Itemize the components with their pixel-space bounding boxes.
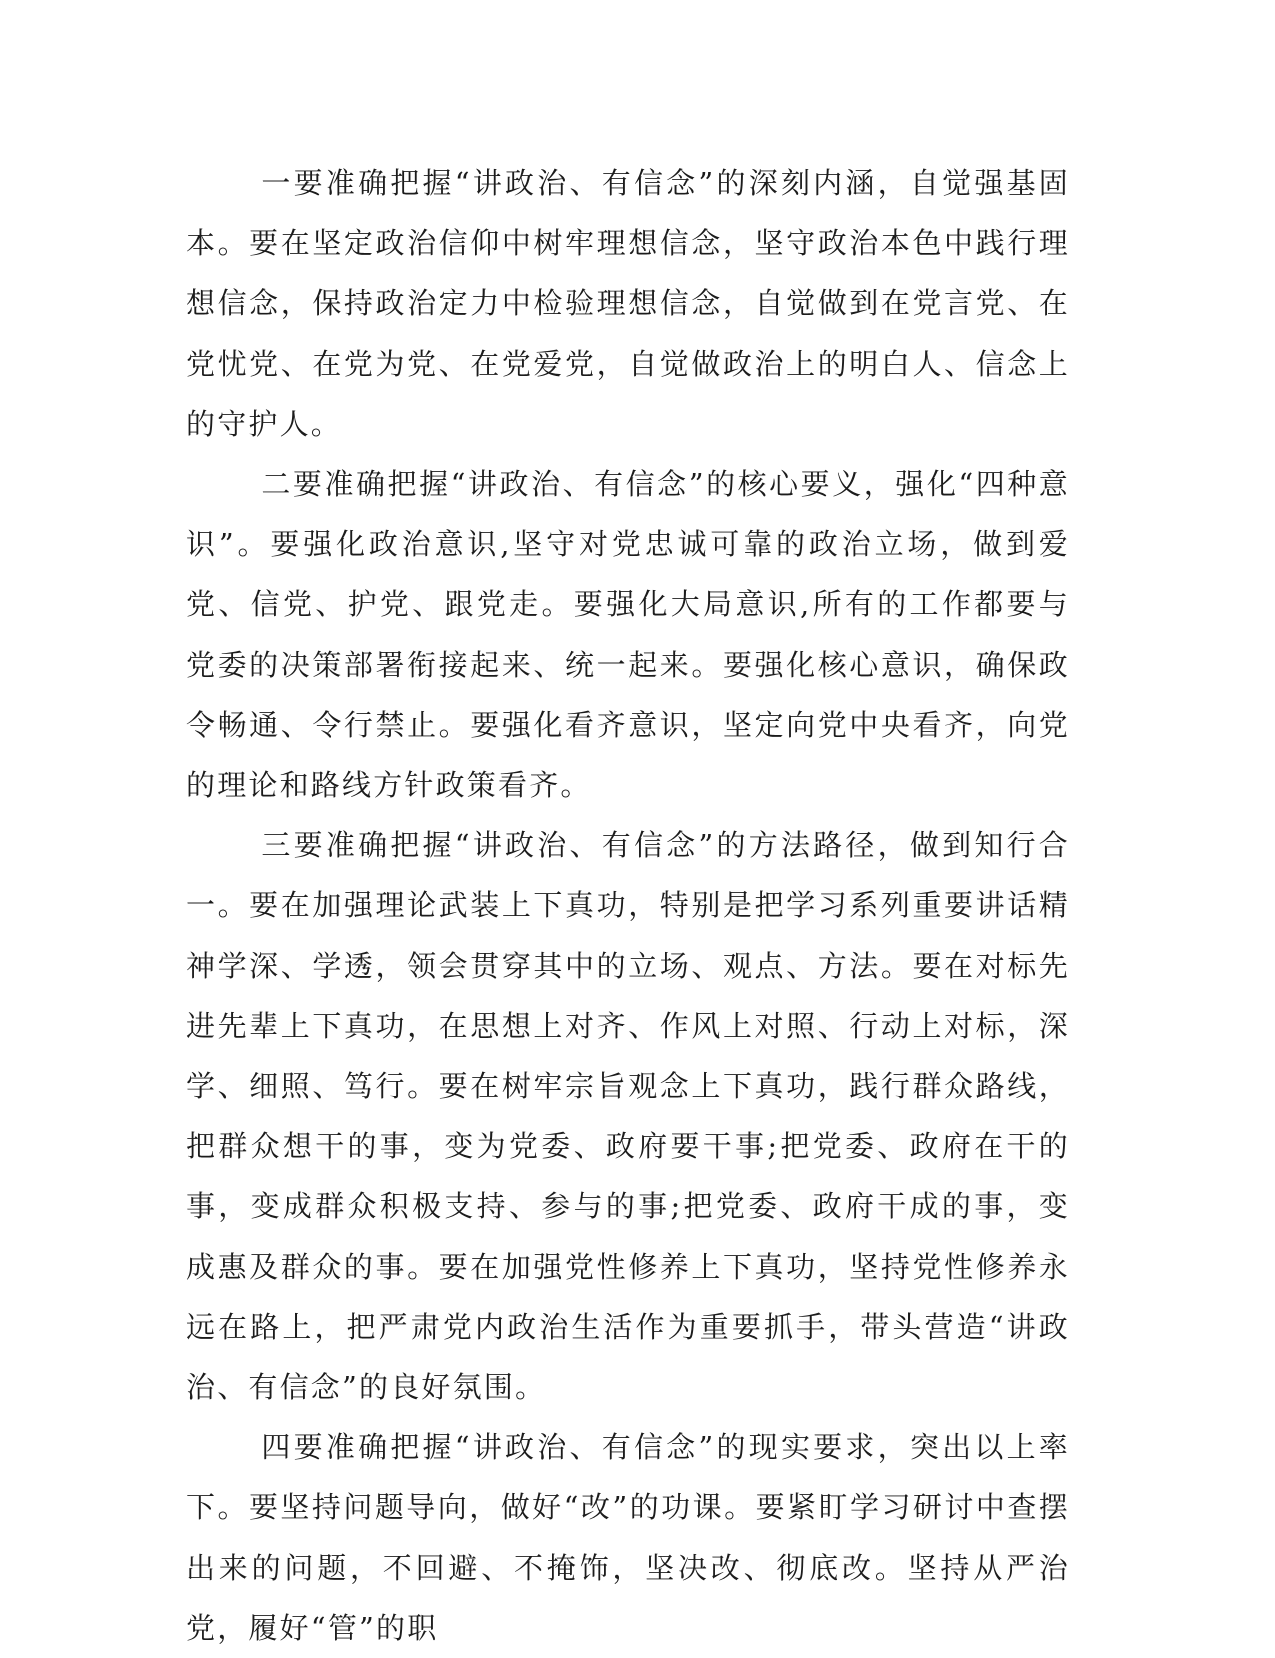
document-body <box>186 153 1070 1658</box>
paragraph-2: 二要准确把握“讲政治、有信念”的核心要义，强化“四种意识”。要强化政治意识,坚守对党忠诚可靠的政治立场，做到爱党、信党、护党、跟党走。要强化大局意识,所有的工作都要与党委的决策部署衔接起来、统一起来。要强化核心意识，确保政令畅通、令行禁止。要强化看齐意识，坚定向党中央看齐，向党的理论和路线方针政策看齐。 <box>186 467 1070 803</box>
paragraph-4: 四要准确把握“讲政治、有信念”的现实要求，突出以上率下。要坚持问题导向，做好“改”的功课。要紧盯学习研讨中查摆出来的问题，不回避、不掩饰，坚决改、彻底改。坚持从严治党，履好“管”的职 <box>186 1430 1070 1645</box>
paragraph-1: 一要准确把握“讲政治、有信念”的深刻内涵，自觉强基固本。要在坚定政治信仰中树牢理想信念，坚守政治本色中践行理想信念，保持政治定力中检验理想信念，自觉做到在党言党、在党忧党、在党为党、在党爱党，自觉做政治上的明白人、信念上的守护人。 <box>186 166 1070 441</box>
paragraph-3: 三要准确把握“讲政治、有信念”的方法路径，做到知行合一。要在加强理论武装上下真功，特别是把学习系列重要讲话精神学深、学透，领会贯穿其中的立场、观点、方法。要在对标先进先辈上下真功，在思想上对齐、作风上对照、行动上对标，深学、细照、笃行。要在树牢宗旨观念上下真功，践行群众路线，把群众想干的事，变为党委、政府要干事;把党委、政府在干的事，变成群众积极支持、参与的事;把党委、政府干成的事，变成惠及群众的事。要在加强党性修养上下真功，坚持党性修养永远在路上，把严肃党内政治生活作为重要抓手，带头营造“讲政治、有信念”的良好氛围。 <box>186 828 1070 1405</box>
